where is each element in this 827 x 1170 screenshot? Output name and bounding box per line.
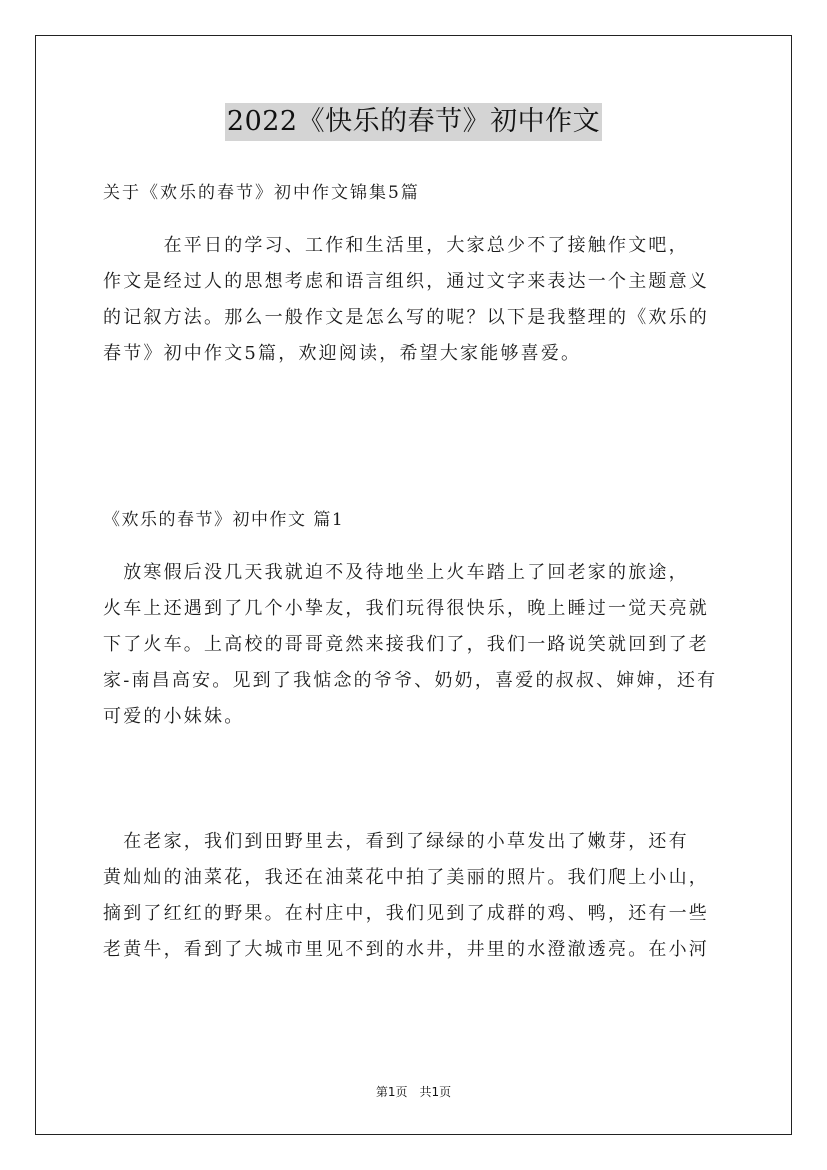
intro-line: 春节》初中作文5篇，欢迎阅读，希望大家能够喜爱。 xyxy=(103,343,582,364)
intro-line: 的记叙方法。那么一般作文是怎么写的呢？以下是我整理的《欢乐的 xyxy=(103,307,709,328)
document-subtitle: 关于《欢乐的春节》初中作文锦集5篇 xyxy=(103,183,420,203)
title-container xyxy=(0,103,827,141)
page-number-label: 第1页 共1页 xyxy=(375,1085,452,1099)
page-footer xyxy=(0,1083,827,1101)
paragraph-line: 老黄牛，看到了大城市里见不到的水井，井里的水澄澈透亮。在小河 xyxy=(103,939,709,960)
essay-paragraph-2 xyxy=(103,824,728,968)
intro-paragraph xyxy=(103,228,728,372)
paragraph-line: 火车上还遇到了几个小挚友，我们玩得很快乐，晚上睡过一觉天亮就 xyxy=(103,598,709,619)
paragraph-line: 在老家，我们到田野里去，看到了绿绿的小草发出了嫩芽，还有 xyxy=(103,831,689,852)
paragraph-line: 家-南昌高安。见到了我惦念的爷爷、奶奶，喜爱的叔叔、婶婶，还有 xyxy=(103,670,718,691)
paragraph-line: 可爱的小妹妹。 xyxy=(103,706,245,727)
intro-line: 在平日的学习、工作和生活里，大家总少不了接触作文吧， xyxy=(103,235,689,256)
paragraph-line: 摘到了红红的野果。在村庄中，我们见到了成群的鸡、鸭，还有一些 xyxy=(103,903,709,924)
document-title: 2022《快乐的春节》初中作文 xyxy=(225,103,602,141)
paragraph-line: 下了火车。上高校的哥哥竟然来接我们了，我们一路说笑就回到了老 xyxy=(103,634,709,655)
essay-paragraph-1 xyxy=(103,555,728,735)
intro-line: 作文是经过人的思想考虑和语言组织，通过文字来表达一个主题意义 xyxy=(103,271,709,292)
section-heading: 《欢乐的春节》初中作文 篇1 xyxy=(103,510,345,530)
paragraph-line: 黄灿灿的油菜花，我还在油菜花中拍了美丽的照片。我们爬上小山， xyxy=(103,867,709,888)
paragraph-line: 放寒假后没几天我就迫不及待地坐上火车踏上了回老家的旅途， xyxy=(103,562,689,583)
